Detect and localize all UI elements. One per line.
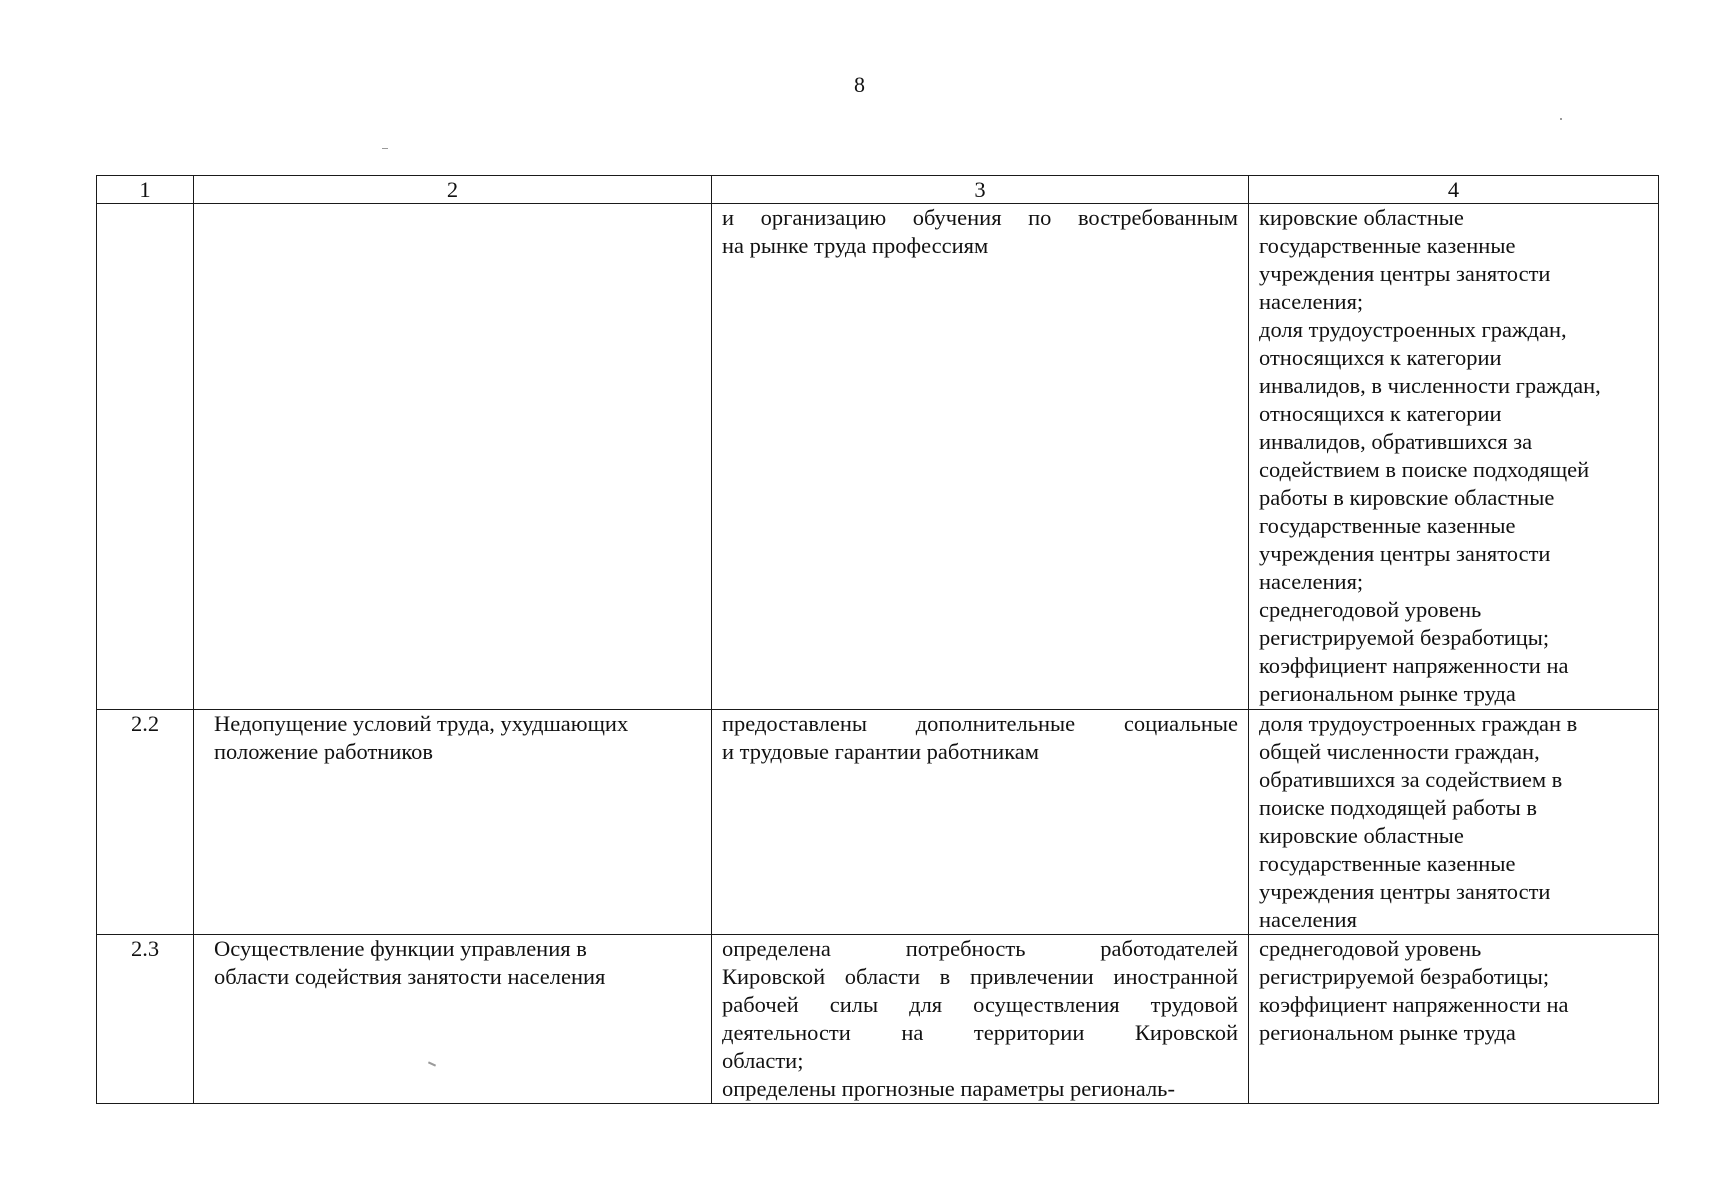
indicator-line: населения — [1259, 907, 1357, 932]
result-line: определены прогнозные параметры региональ- — [722, 1076, 1175, 1101]
indicator-line: региональном рынке труда — [1259, 681, 1516, 706]
indicator-line: коэффициент напряженности на — [1259, 653, 1569, 678]
result-line: рабочей силы для осуществления трудовой — [722, 992, 1238, 1017]
indicator-line: обратившихся за содействием в — [1259, 767, 1563, 792]
indicator-line: доля трудоустроенных граждан, — [1259, 317, 1567, 342]
indicator-line: населения; — [1259, 569, 1364, 594]
table-header-row — [97, 176, 1659, 204]
table-row — [97, 204, 1659, 710]
activity-line: области содействия занятости населения — [214, 964, 606, 989]
activity-cell — [194, 710, 712, 935]
indicator-line: доля трудоустроенных граждан в — [1259, 711, 1578, 736]
table-row — [97, 935, 1659, 1104]
indicator-line: государственные казенные — [1259, 233, 1516, 258]
result-line: определена потребность работодателей — [722, 936, 1238, 961]
indicator-line: учреждения центры занятости — [1259, 541, 1551, 566]
result-line: предоставлены дополнительные социальные — [722, 711, 1238, 736]
scan-speck — [382, 148, 388, 149]
indicator-line: общей численности граждан, — [1259, 739, 1540, 764]
result-line: области; — [722, 1048, 804, 1073]
column-header: 2 — [194, 176, 712, 204]
page-number: 8 — [854, 72, 865, 97]
indicators-cell — [1249, 935, 1659, 1104]
indicator-line: регистрируемой безработицы; — [1259, 964, 1550, 989]
result-cell — [712, 204, 1249, 710]
indicator-line: относящихся к категории — [1259, 401, 1502, 426]
indicator-line: относящихся к категории — [1259, 345, 1502, 370]
table-row — [97, 710, 1659, 935]
scan-speck — [1560, 118, 1562, 120]
indicator-line: инвалидов, обратившихся за — [1259, 429, 1533, 454]
data-table — [96, 175, 1659, 1104]
indicator-line: поиске подходящей работы в — [1259, 795, 1537, 820]
result-line: и организацию обучения по востребованным — [722, 205, 1238, 230]
row-number-cell: 2.3 — [97, 935, 194, 1104]
indicator-line: учреждения центры занятости — [1259, 879, 1551, 904]
indicator-line: работы в кировские областные — [1259, 485, 1555, 510]
activity-line: Осуществление функции управления в — [214, 936, 587, 961]
result-line: и трудовые гарантии работникам — [722, 739, 1040, 764]
indicator-line: кировские областные — [1259, 205, 1464, 230]
result-line: деятельности на территории Кировской — [722, 1020, 1238, 1045]
result-line: Кировской области в привлечении иностранной — [722, 964, 1238, 989]
column-header: 4 — [1249, 176, 1659, 204]
indicator-line: населения; — [1259, 289, 1364, 314]
indicator-line: учреждения центры занятости — [1259, 261, 1551, 286]
indicator-line: коэффициент напряженности на — [1259, 992, 1569, 1017]
activity-line: Недопущение условий труда, ухудшающих — [214, 711, 629, 736]
column-header: 3 — [712, 176, 1249, 204]
result-cell — [712, 935, 1249, 1104]
indicator-line: среднегодовой уровень — [1259, 936, 1482, 961]
activity-cell — [194, 204, 712, 710]
row-number-cell — [97, 204, 194, 710]
indicator-line: регистрируемой безработицы; — [1259, 625, 1550, 650]
activity-cell — [194, 935, 712, 1104]
indicator-line: содействием в поиске подходящей — [1259, 457, 1590, 482]
indicator-line: инвалидов, в численности граждан, — [1259, 373, 1601, 398]
result-cell — [712, 710, 1249, 935]
indicator-line: государственные казенные — [1259, 851, 1516, 876]
indicators-cell — [1249, 204, 1659, 710]
activity-line: положение работников — [214, 739, 434, 764]
row-number-cell: 2.2 — [97, 710, 194, 935]
indicator-line: государственные казенные — [1259, 513, 1516, 538]
indicators-cell — [1249, 710, 1659, 935]
indicator-line: региональном рынке труда — [1259, 1020, 1516, 1045]
indicator-line: кировские областные — [1259, 823, 1464, 848]
result-line: на рынке труда профессиям — [722, 233, 989, 258]
indicator-line: среднегодовой уровень — [1259, 597, 1482, 622]
column-header: 1 — [97, 176, 194, 204]
